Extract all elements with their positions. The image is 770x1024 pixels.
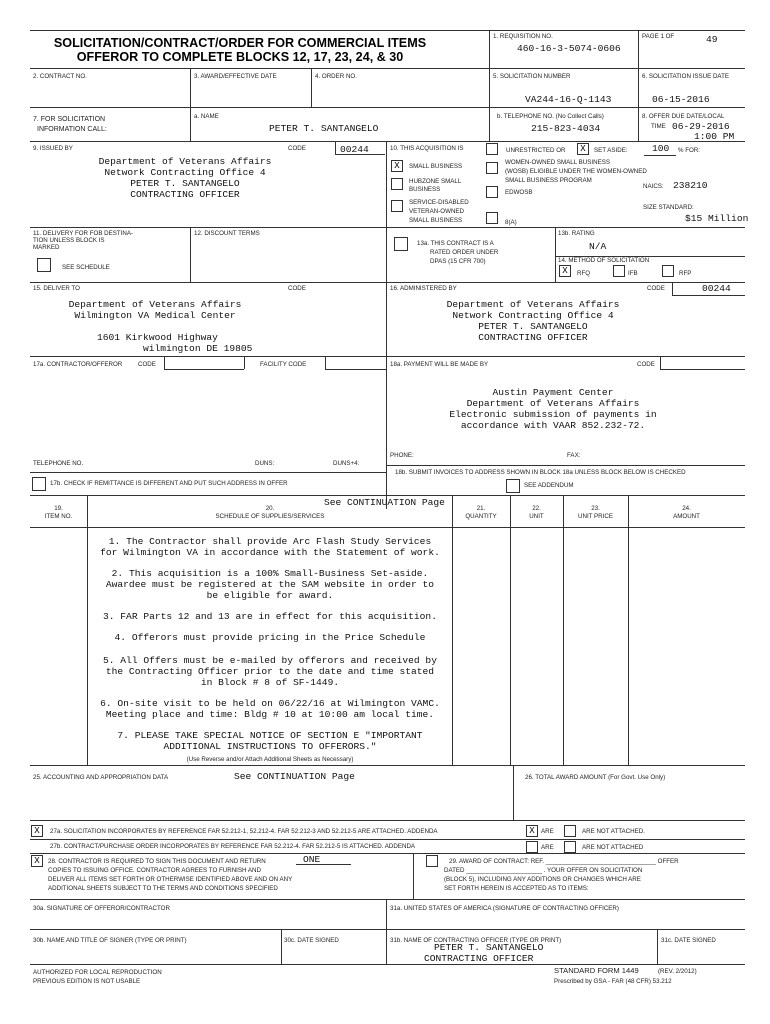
- 27a-are-not-checkbox[interactable]: [564, 825, 576, 837]
- payment-line: Austin Payment Center: [492, 387, 614, 398]
- schedule-footnote: (Use Reverse and/or Attach Additional Sheets as Necessary): [186, 756, 354, 763]
- naics-label: NAICS:: [643, 183, 664, 190]
- phone-label: b. TELEPHONE NO. (No Collect Calls): [497, 113, 604, 120]
- rule: [190, 68, 191, 107]
- name-label: a. NAME: [194, 113, 219, 120]
- rule: [555, 227, 556, 282]
- deliver-to-line: wilmington DE 19805: [143, 343, 253, 354]
- rule: [563, 495, 564, 765]
- col-amount: AMOUNT: [673, 513, 700, 520]
- prescribed-by: Prescribed by GSA - FAR (48 CFR) 53.212: [554, 978, 672, 985]
- edwosb-label: EDWOSB: [505, 189, 533, 196]
- contractor-label: 17a. CONTRACTOR/OFFEROR: [33, 361, 123, 368]
- form-revision: (REV. 2/2012): [658, 968, 697, 975]
- rule: [30, 472, 386, 473]
- rule: [386, 465, 745, 466]
- rule: [489, 30, 490, 68]
- footer-left-2: PREVIOUS EDITION IS NOT USABLE: [33, 978, 141, 985]
- hubzone-label-1: HUBZONE SMALL: [409, 178, 462, 185]
- due-label: 8. OFFER DUE DATE/LOCAL: [642, 113, 725, 120]
- payment-line: Electronic submission of payments in: [449, 409, 657, 420]
- award-line4: SET FORTH HEREIN IS ACCEPTED AS TO ITEMS:: [444, 885, 589, 892]
- payment-label: 18a. PAYMENT WILL BE MADE BY: [390, 361, 489, 368]
- unrestricted-checkbox[interactable]: [486, 143, 498, 155]
- see-addendum-checkbox[interactable]: [506, 479, 520, 493]
- 27a-are-not-label: ARE NOT ATTACHED.: [582, 828, 645, 835]
- usa-signature-label: 31a. UNITED STATES OF AMERICA (SIGNATURE OF CONTRACTING OFFICER): [390, 905, 619, 912]
- rule: [513, 765, 514, 820]
- rule: [510, 495, 511, 765]
- 27a-are-label: ARE: [541, 828, 554, 835]
- due-date[interactable]: 06-29-2016: [672, 121, 730, 132]
- issue-date[interactable]: 06-15-2016: [652, 94, 710, 105]
- rule: [190, 227, 191, 282]
- rule: [30, 853, 745, 854]
- eight-a-label: 8(A): [505, 219, 517, 226]
- payment-fax-label: FAX:: [567, 452, 581, 459]
- rule: [638, 68, 639, 107]
- rule: [30, 929, 745, 930]
- payment-line: accordance with VAAR 852.232-72.: [460, 420, 646, 431]
- admin-line: Department of Veterans Affairs: [446, 299, 620, 310]
- schedule-item: 5. All Offers must be e-mailed by offerors and received by the Contracting Officer prior to the date and time stated in Block # 8 of SF-1449.: [103, 655, 437, 689]
- admin-line: PETER T. SANTANGELO: [478, 321, 588, 332]
- time-label: TIME: [651, 123, 666, 130]
- small-business-checkbox[interactable]: X: [391, 160, 403, 172]
- rating-value: N/A: [589, 241, 607, 252]
- clause-28-line1: 28. CONTRACTOR IS REQUIRED TO SIGN THIS DOCUMENT AND RETURN: [48, 858, 266, 865]
- col-unit-price-num: 23.: [591, 505, 600, 512]
- rule: [489, 107, 490, 141]
- signer-date-label: 30c. DATE SIGNED: [284, 937, 339, 944]
- set-aside-checkbox[interactable]: X: [577, 143, 589, 155]
- clause-28-line3: DELIVER ALL ITEMS SET FORTH OR OTHERWISE IDENTIFIED ABOVE AND ON ANY: [48, 876, 293, 883]
- rule: [628, 495, 629, 765]
- footer-left-1: AUTHORIZED FOR LOCAL REPRODUCTION: [33, 969, 162, 976]
- wosb-label-3: SMALL BUSINESS PROGRAM: [505, 177, 592, 184]
- unrestricted-label: UNRESTRICTED OR: [506, 147, 566, 154]
- issuer-line: PETER T. SANTANGELO: [130, 178, 240, 189]
- page-total: 49: [706, 34, 718, 45]
- sdvosb-label-3: SMALL BUSINESS: [409, 217, 463, 224]
- rating-label: 13b. RATING: [558, 230, 595, 237]
- rule: [644, 155, 676, 156]
- contact-phone[interactable]: 215-823-4034: [531, 123, 601, 134]
- signer-name-label: 30b. NAME AND TITLE OF SIGNER (TYPE OR PRINT): [33, 937, 187, 944]
- facility-code-label: FACILITY CODE: [260, 361, 307, 368]
- col-unit: UNIT: [529, 513, 544, 520]
- issuer-line: CONTRACTING OFFICER: [130, 189, 240, 200]
- administered-by-label: 16. ADMINISTERED BY: [390, 285, 457, 292]
- rule: [164, 369, 244, 370]
- clause-28-line2: COPIES TO ISSUING OFFICE. CONTRACTOR AGREES TO FURNISH AND: [48, 867, 261, 874]
- rule: [335, 141, 336, 154]
- duns-label: DUNS:: [255, 460, 275, 467]
- rule: [30, 356, 745, 357]
- small-business-label: SMALL BUSINESS: [409, 163, 463, 170]
- rule: [30, 527, 745, 528]
- payment-code-label: CODE: [637, 361, 655, 368]
- rule: [489, 68, 490, 107]
- info-call-label-1: 7. FOR SOLICITATION: [33, 116, 106, 123]
- rule: [30, 820, 745, 821]
- ifb-label: IFB: [628, 270, 638, 277]
- rule: [638, 30, 639, 68]
- rfp-label: RFP: [679, 270, 692, 277]
- award-line2: DATED ______________________ . YOUR OFFER ON SOLICITATION: [444, 867, 643, 874]
- addenda-27a-checkbox[interactable]: X: [31, 825, 43, 837]
- schedule-item: 7. PLEASE TAKE SPECIAL NOTICE OF SECTION E "IMPORTANT ADDITIONAL INSTRUCTIONS TO OFFERORS.": [117, 730, 423, 753]
- schedule-item: 4. Offerors must provide pricing in the Price Schedule: [114, 632, 426, 643]
- deliver-to-line: 1601 Kirkwood Highway: [97, 332, 218, 343]
- accounting-label: 25. ACCOUNTING AND APPROPRIATION DATA: [33, 774, 169, 781]
- submit-invoices-label: 18b. SUBMIT INVOICES TO ADDRESS SHOWN IN BLOCK 18a UNLESS BLOCK BELOW IS CHECKED: [395, 469, 686, 476]
- deliver-to-line: Wilmington VA Medical Center: [74, 310, 236, 321]
- ifb-checkbox[interactable]: [613, 265, 625, 277]
- col-schedule-num: 20.: [265, 505, 275, 512]
- copies-count[interactable]: ONE: [303, 854, 321, 865]
- rule: [30, 899, 745, 900]
- size-standard[interactable]: $15 Million: [685, 213, 749, 224]
- wosb-label-2: (WOSB) ELIGIBLE UNDER THE WOMEN-OWNED: [505, 168, 647, 175]
- hubzone-checkbox[interactable]: [391, 178, 403, 190]
- remittance-checkbox[interactable]: [32, 477, 46, 491]
- sdvosb-label-2: VETERAN-OWNED: [409, 208, 465, 215]
- hubzone-label-2: BUSINESS: [409, 186, 441, 193]
- col-item-no-num: 19.: [54, 505, 63, 512]
- admin-line: Network Contracting Office 4: [452, 310, 614, 321]
- 27b-are-checkbox[interactable]: [526, 841, 538, 853]
- size-standard-label: SIZE STANDARD:: [643, 204, 694, 211]
- order-no-label: 4. ORDER NO.: [315, 73, 357, 80]
- co-date-label: 31c. DATE SIGNED: [661, 937, 716, 944]
- deliver-to-label: 15. DELIVER TO: [33, 285, 80, 292]
- co-name-label: 31b. NAME OF CONTRACTING OFFICER (TYPE OR PRINT): [390, 937, 562, 944]
- code-label: CODE: [288, 145, 306, 152]
- payment-line: Department of Veterans Affairs: [466, 398, 640, 409]
- form-number: STANDARD FORM 1449: [554, 966, 639, 975]
- page-label: PAGE 1 OF: [642, 33, 675, 40]
- form-title-line2: OFFEROR TO COMPLETE BLOCKS 12, 17, 23, 24, & 30: [76, 50, 404, 64]
- admin-code[interactable]: 00244: [702, 283, 731, 294]
- rule: [281, 929, 282, 964]
- clause-27b: 27b. CONTRACT/PURCHASE ORDER INCORPORATES BY REFERENCE FAR 52.212-4. FAR 52.212-5 IS ATTACHED. ADDENDA: [50, 843, 416, 850]
- delivery-label-2: TION UNLESS BLOCK IS: [33, 237, 105, 244]
- rule: [657, 929, 658, 964]
- eight-a-checkbox[interactable]: [486, 212, 498, 224]
- issuer-line: Network Contracting Office 4: [104, 167, 266, 178]
- rule: [660, 369, 745, 370]
- payment-phone-label: PHONE:: [390, 452, 414, 459]
- contract-no-label: 2. CONTRACT NO.: [33, 73, 87, 80]
- co-name: PETER T. SANTANGELO: [434, 942, 544, 953]
- rule: [30, 141, 745, 142]
- wosb-label-1: WOMEN-OWNED SMALL BUSINESS: [505, 159, 610, 166]
- rule: [244, 356, 245, 369]
- rule: [325, 369, 386, 370]
- clause-27a: 27a. SOLICITATION INCORPORATES BY REFERENCE FAR 52.212-1, 52.212-4. FAR 52.212-3 AND 52.212-5 ARE ATTACHED. ADDENDA: [50, 828, 438, 835]
- col-quantity-num: 21.: [476, 505, 486, 512]
- deliver-to-line: Department of Veterans Affairs: [68, 299, 242, 310]
- percent-for-label: % FOR:: [678, 147, 701, 154]
- issued-by-label: 9. ISSUED BY: [33, 145, 73, 152]
- form-title-line1: SOLICITATION/CONTRACT/ORDER FOR COMMERCIAL ITEMS: [53, 36, 427, 50]
- rule: [672, 282, 673, 295]
- rule: [30, 765, 745, 766]
- discount-label: 12. DISCOUNT TERMS: [194, 230, 260, 237]
- schedule-item: 6. On-site visit to be held on 06/22/16 at Wilmington VAMC. Meeting place and time: Bldg # 10 at 10:00 am local time.: [100, 698, 440, 721]
- see-schedule-label: SEE SCHEDULE: [62, 264, 110, 271]
- due-time[interactable]: 1:00 PM: [694, 131, 735, 142]
- info-call-label-2: INFORMATION CALL:: [37, 126, 107, 133]
- rule: [30, 964, 745, 965]
- see-schedule-checkbox[interactable]: [37, 258, 51, 272]
- see-continuation: See CONTINUATION Page: [324, 497, 445, 508]
- contact-name[interactable]: PETER T. SANTANGELO: [269, 123, 379, 134]
- sdvosb-checkbox[interactable]: [391, 200, 403, 212]
- schedule-item: 3. FAR Parts 12 and 13 are in effect for this acquisition.: [103, 611, 437, 622]
- award-checkbox[interactable]: [426, 855, 438, 867]
- rule: [311, 68, 312, 107]
- total-award-label: 26. TOTAL AWARD AMOUNT (For Govt. Use Only): [525, 774, 666, 781]
- issuer-code[interactable]: 00244: [340, 144, 369, 155]
- rated-order-checkbox[interactable]: [394, 237, 408, 251]
- see-addendum-label: SEE ADDENDUM: [524, 482, 574, 489]
- co-title: CONTRACTING OFFICER: [424, 953, 534, 964]
- solicitation-no[interactable]: VA244-16-Q-1143: [525, 94, 612, 105]
- rated-label-1: 13a. THIS CONTRACT IS A: [417, 240, 494, 247]
- set-aside-label: SET ASIDE:: [594, 147, 628, 154]
- 27b-are-not-label: ARE NOT ATTACHED: [582, 844, 644, 851]
- rfq-label: RFQ: [577, 270, 591, 277]
- rule: [30, 227, 745, 228]
- rule: [413, 853, 414, 899]
- remittance-label: 17b. CHECK IF REMITTANCE IS DIFFERENT AND PUT SUCH ADDRESS IN OFFER: [50, 480, 288, 487]
- award-line3: (BLOCK 5), INCLUDING ANY ADDITIONS OR CHANGES WHICH ARE: [444, 876, 641, 883]
- rfp-checkbox[interactable]: [662, 265, 674, 277]
- edwosb-checkbox[interactable]: [486, 186, 498, 198]
- set-aside-percent[interactable]: 100: [652, 143, 670, 154]
- col-quantity: QUANTITY: [465, 513, 497, 520]
- col-unit-price: UNIT PRICE: [578, 513, 613, 520]
- rule: [672, 295, 745, 296]
- rule: [30, 282, 745, 283]
- rule: [452, 495, 453, 765]
- award-date-label: 3. AWARD/EFFECTIVE DATE: [194, 73, 277, 80]
- duns4-label: DUNS+4:: [333, 460, 360, 467]
- rule: [325, 356, 326, 369]
- requisition-no[interactable]: 460-16-3-5074-0606: [517, 43, 621, 54]
- 27b-are-label: ARE: [541, 844, 554, 851]
- solicitation-no-label: 5. SOLICITATION NUMBER: [493, 73, 571, 80]
- rfq-checkbox[interactable]: X: [559, 265, 571, 277]
- rule: [386, 899, 387, 964]
- method-label: 14. METHOD OF SOLICITATION: [558, 257, 650, 264]
- accounting-continuation: See CONTINUATION Page: [234, 771, 355, 782]
- rule: [164, 356, 165, 369]
- clause-28-line4: ADDITIONAL SHEETS SUBJECT TO THE TERMS AND CONDITIONS SPECIFIED: [48, 885, 278, 892]
- col-item-no: ITEM NO.: [44, 513, 73, 520]
- col-amount-num: 24.: [682, 505, 691, 512]
- delivery-label-3: MARKED: [33, 244, 60, 251]
- contractor-sign-checkbox[interactable]: X: [31, 855, 43, 867]
- rule: [386, 141, 387, 509]
- issuer-line: Department of Veterans Affairs: [98, 156, 272, 167]
- rule: [660, 356, 661, 369]
- offeror-signature-label: 30a. SIGNATURE OF OFFEROR/CONTRACTOR: [33, 905, 170, 912]
- rule: [190, 107, 191, 141]
- issue-date-label: 6. SOLICITATION ISSUE DATE: [642, 73, 729, 80]
- award-line1: 29. AWARD OF CONTRACT: REF. ________________________________ OFFER: [449, 858, 679, 865]
- rated-label-3: DPAS (15 CFR 700): [430, 258, 486, 265]
- schedule-item: 2. This acquisition is a 100% Small-Business Set-aside. Awardee must be registered at the SAM website in order to be eligible for award.: [105, 568, 435, 602]
- sdvosb-label-1: SERVICE-DISABLED: [409, 199, 469, 206]
- contractor-code-label: CODE: [138, 361, 156, 368]
- telephone-label: TELEPHONE NO.: [33, 460, 84, 467]
- admin-code-label: CODE: [647, 285, 665, 292]
- rule: [30, 839, 745, 840]
- delivery-label-1: 11. DELIVERY FOR FOB DESTINA-: [33, 230, 134, 237]
- naics-code[interactable]: 238210: [673, 180, 708, 191]
- rated-label-2: RATED ORDER UNDER: [430, 249, 499, 256]
- col-schedule: SCHEDULE OF SUPPLIES/SERVICES: [215, 513, 325, 520]
- requisition-label: 1. REQUISITION NO.: [493, 33, 553, 40]
- schedule-item: 1. The Contractor shall provide Arc Flash Study Services for Wilmington VA in accordance with the Statement of work.: [100, 536, 440, 559]
- admin-line: CONTRACTING OFFICER: [478, 332, 588, 343]
- deliver-code-label: CODE: [288, 285, 306, 292]
- rule: [638, 107, 639, 141]
- col-unit-num: 22.: [532, 505, 541, 512]
- wosb-checkbox[interactable]: [486, 162, 498, 174]
- 27a-are-checkbox[interactable]: X: [526, 825, 538, 837]
- acquisition-label: 10. THIS ACQUISITION IS: [390, 145, 464, 152]
- 27b-are-not-checkbox[interactable]: [564, 841, 576, 853]
- rule: [30, 495, 745, 496]
